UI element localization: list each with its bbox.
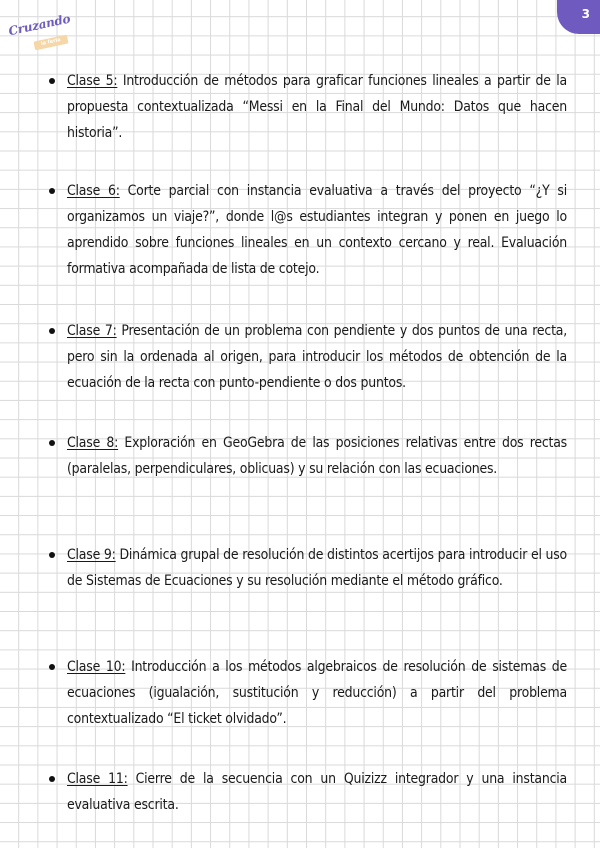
page-number: 3 xyxy=(581,7,590,21)
item-label: Clase 7: xyxy=(67,323,117,339)
item-text: Introducción de métodos para graficar funciones lineales a partir de la propuesta contextualizada “Messi en la Final del Mundo: Datos que hacen historia”. xyxy=(67,73,568,141)
item-text: Cierre de la secuencia con un Quizizz integrador y una instancia evaluativa escrita. xyxy=(67,771,567,813)
item-label: Clase 11: xyxy=(67,771,128,787)
list-item-clase-5 xyxy=(67,68,567,146)
list-item-clase-7 xyxy=(67,318,567,396)
item-text: Exploración en GeoGebra de las posiciones relativas entre dos rectas (paralelas, perpendiculares, oblicuas) y su relación con las ecuaciones. xyxy=(67,435,567,477)
item-text: Corte parcial con instancia evaluativa a través del proyecto “¿Y si organizamos un viaje?”, donde l@s estudiantes integran y ponen en juego lo aprendido sobre funciones lineales en un contexto cercano y real. Evaluación formativa acompañada de lista de cotejo. xyxy=(67,183,567,277)
item-label: Clase 9: xyxy=(67,547,116,563)
list-item-clase-8 xyxy=(67,430,567,482)
page-number-badge xyxy=(557,0,600,34)
item-label: Clase 8: xyxy=(67,435,119,451)
logo-title: Cruzando xyxy=(7,11,72,39)
item-label: Clase 10: xyxy=(67,659,126,675)
list-item-clase-9 xyxy=(67,542,567,594)
list-item-clase-11 xyxy=(67,766,567,818)
logo xyxy=(7,11,72,54)
item-label: Clase 5: xyxy=(67,73,118,89)
list-item-clase-10 xyxy=(67,654,567,732)
item-text: Presentación de un problema con pendiente y dos puntos de una recta, pero sin la ordenada al origen, para introducir los métodos de obtención de la ecuación de la recta con punto-pendiente o dos puntos. xyxy=(67,323,567,391)
item-text: Dinámica grupal de resolución de distintos acertijos para introducir el uso de Sistemas de Ecuaciones y su resolución mediante el método gráfico. xyxy=(67,547,567,589)
list-item-clase-6 xyxy=(67,178,567,282)
logo-subtitle: la feria xyxy=(33,35,68,51)
item-label: Clase 6: xyxy=(67,183,120,199)
item-text: Introducción a los métodos algebraicos de resolución de sistemas de ecuaciones (igualación, sustitución y reducción) a partir del problema contextualizado “El ticket olvidado”. xyxy=(67,659,568,727)
